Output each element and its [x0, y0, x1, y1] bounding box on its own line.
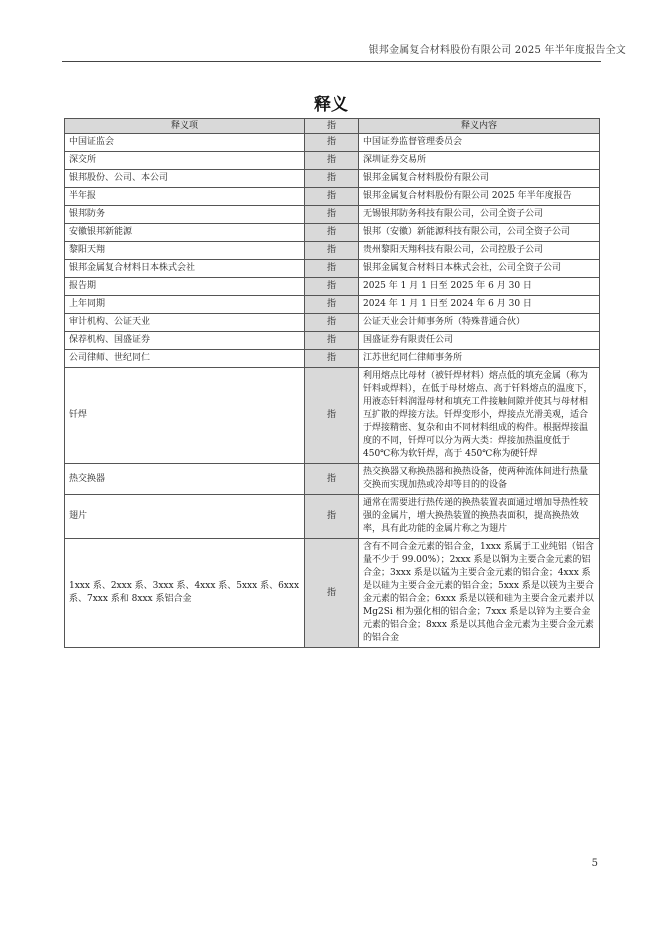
table-row	[65, 242, 600, 260]
page-number: 5	[591, 858, 598, 869]
meaning-cell: 国盛证券有限责任公司	[359, 332, 600, 350]
meaning-cell: 2024 年 1 月 1 日至 2024 年 6 月 30 日	[359, 296, 600, 314]
table-row	[65, 278, 600, 296]
refers-cell: 指	[305, 278, 359, 296]
refers-cell: 指	[305, 260, 359, 278]
term-cell: 银邦金属复合材料日本株式会社	[65, 260, 305, 278]
table-row	[65, 206, 600, 224]
meaning-cell: 利用熔点比母材（被钎焊材料）熔点低的填充金属（称为钎料或焊料），在低于母材熔点、高于钎料熔点的温度下，用液态钎料润湿母材和填充工件接触间隙并使其与母材相互扩散的焊接方法。钎焊变形小，焊接点光滑美观，适合于焊接精密、复杂和由不同材料组成的构件。根据焊接温度的不同，钎焊可以分为两大类：焊接加热温度低于 450℃称为软钎焊，高于 450℃称为硬钎焊	[359, 368, 600, 464]
table-row	[65, 332, 600, 350]
column-header-term: 释义项	[65, 119, 305, 134]
table-row	[65, 260, 600, 278]
refers-cell: 指	[305, 368, 359, 464]
table-row	[65, 152, 600, 170]
term-cell: 深交所	[65, 152, 305, 170]
table-row	[65, 224, 600, 242]
refers-cell: 指	[305, 464, 359, 495]
meaning-cell: 中国证券监督管理委员会	[359, 134, 600, 152]
term-cell: 上年同期	[65, 296, 305, 314]
term-cell: 银邦防务	[65, 206, 305, 224]
term-cell: 银邦股份、公司、本公司	[65, 170, 305, 188]
refers-cell: 指	[305, 170, 359, 188]
table-row	[65, 134, 600, 152]
page-header: 银邦金属复合材料股份有限公司 2025 年半年度报告全文	[368, 45, 626, 56]
meaning-cell: 公证天业会计师事务所（特殊普通合伙）	[359, 314, 600, 332]
definitions-table	[64, 118, 600, 648]
table-row	[65, 314, 600, 332]
table-header-row	[65, 119, 600, 134]
term-cell: 中国证监会	[65, 134, 305, 152]
refers-cell: 指	[305, 242, 359, 260]
refers-cell: 指	[305, 332, 359, 350]
column-header-meaning: 释义内容	[359, 119, 600, 134]
term-cell: 半年报	[65, 188, 305, 206]
term-cell: 报告期	[65, 278, 305, 296]
term-cell: 审计机构、公证天业	[65, 314, 305, 332]
meaning-cell: 银邦金属复合材料股份有限公司 2025 年半年度报告	[359, 188, 600, 206]
header-divider	[62, 61, 601, 62]
refers-cell: 指	[305, 495, 359, 539]
refers-cell: 指	[305, 314, 359, 332]
refers-cell: 指	[305, 350, 359, 368]
refers-cell: 指	[305, 152, 359, 170]
table-row	[65, 188, 600, 206]
term-cell: 保荐机构、国盛证券	[65, 332, 305, 350]
table-row	[65, 495, 600, 539]
table-row	[65, 350, 600, 368]
term-cell: 钎焊	[65, 368, 305, 464]
refers-cell: 指	[305, 539, 359, 648]
meaning-cell: 热交换器又称换热器和换热设备，使两种流体间进行热量交换而实现加热或冷却等目的的设备	[359, 464, 600, 495]
refers-cell: 指	[305, 224, 359, 242]
meaning-cell: 贵州黎阳天翔科技有限公司，公司控股子公司	[359, 242, 600, 260]
refers-cell: 指	[305, 296, 359, 314]
table-row	[65, 464, 600, 495]
term-cell: 热交换器	[65, 464, 305, 495]
table-row	[65, 296, 600, 314]
meaning-cell: 银邦金属复合材料股份有限公司	[359, 170, 600, 188]
refers-cell: 指	[305, 188, 359, 206]
column-header-refers: 指	[305, 119, 359, 134]
meaning-cell: 无锡银邦防务科技有限公司，公司全资子公司	[359, 206, 600, 224]
term-cell: 1xxx 系、2xxx 系、3xxx 系、4xxx 系、5xxx 系、6xxx 系、7xxx 系和 8xxx 系铝合金	[65, 539, 305, 648]
refers-cell: 指	[305, 206, 359, 224]
meaning-cell: 2025 年 1 月 1 日至 2025 年 6 月 30 日	[359, 278, 600, 296]
refers-cell: 指	[305, 134, 359, 152]
term-cell: 公司律师、世纪同仁	[65, 350, 305, 368]
meaning-cell: 银邦金属复合材料日本株式会社，公司全资子公司	[359, 260, 600, 278]
table-row	[65, 170, 600, 188]
meaning-cell: 通常在需要进行热传递的换热装置表面通过增加导热性较强的金属片，增大换热装置的换热表面积，提高换热效率，具有此功能的金属片称之为翅片	[359, 495, 600, 539]
section-title: 释义	[314, 95, 348, 115]
meaning-cell: 江苏世纪同仁律师事务所	[359, 350, 600, 368]
table-row	[65, 539, 600, 648]
meaning-cell: 银邦（安徽）新能源科技有限公司，公司全资子公司	[359, 224, 600, 242]
meaning-cell: 含有不同合金元素的铝合金，1xxx 系属于工业纯铝（铝含量不少于 99.00%）；2xxx 系是以铜为主要合金元素的铝合金；3xxx 系是以锰为主要合金元素的铝合金；4xxx 系是以硅为主要合金元素的铝合金；5xxx 系是以镁为主要合金元素的铝合金；6xxx 系是以镁和硅为主要合金元素并以 Mg2Si 相为强化相的铝合金；7xxx 系是以锌为主要合金元素的铝合金；8xxx 系是以其他合金元素为主要合金元素的铝合金	[359, 539, 600, 648]
term-cell: 安徽银邦新能源	[65, 224, 305, 242]
meaning-cell: 深圳证券交易所	[359, 152, 600, 170]
term-cell: 黎阳天翔	[65, 242, 305, 260]
term-cell: 翅片	[65, 495, 305, 539]
table-row	[65, 368, 600, 464]
